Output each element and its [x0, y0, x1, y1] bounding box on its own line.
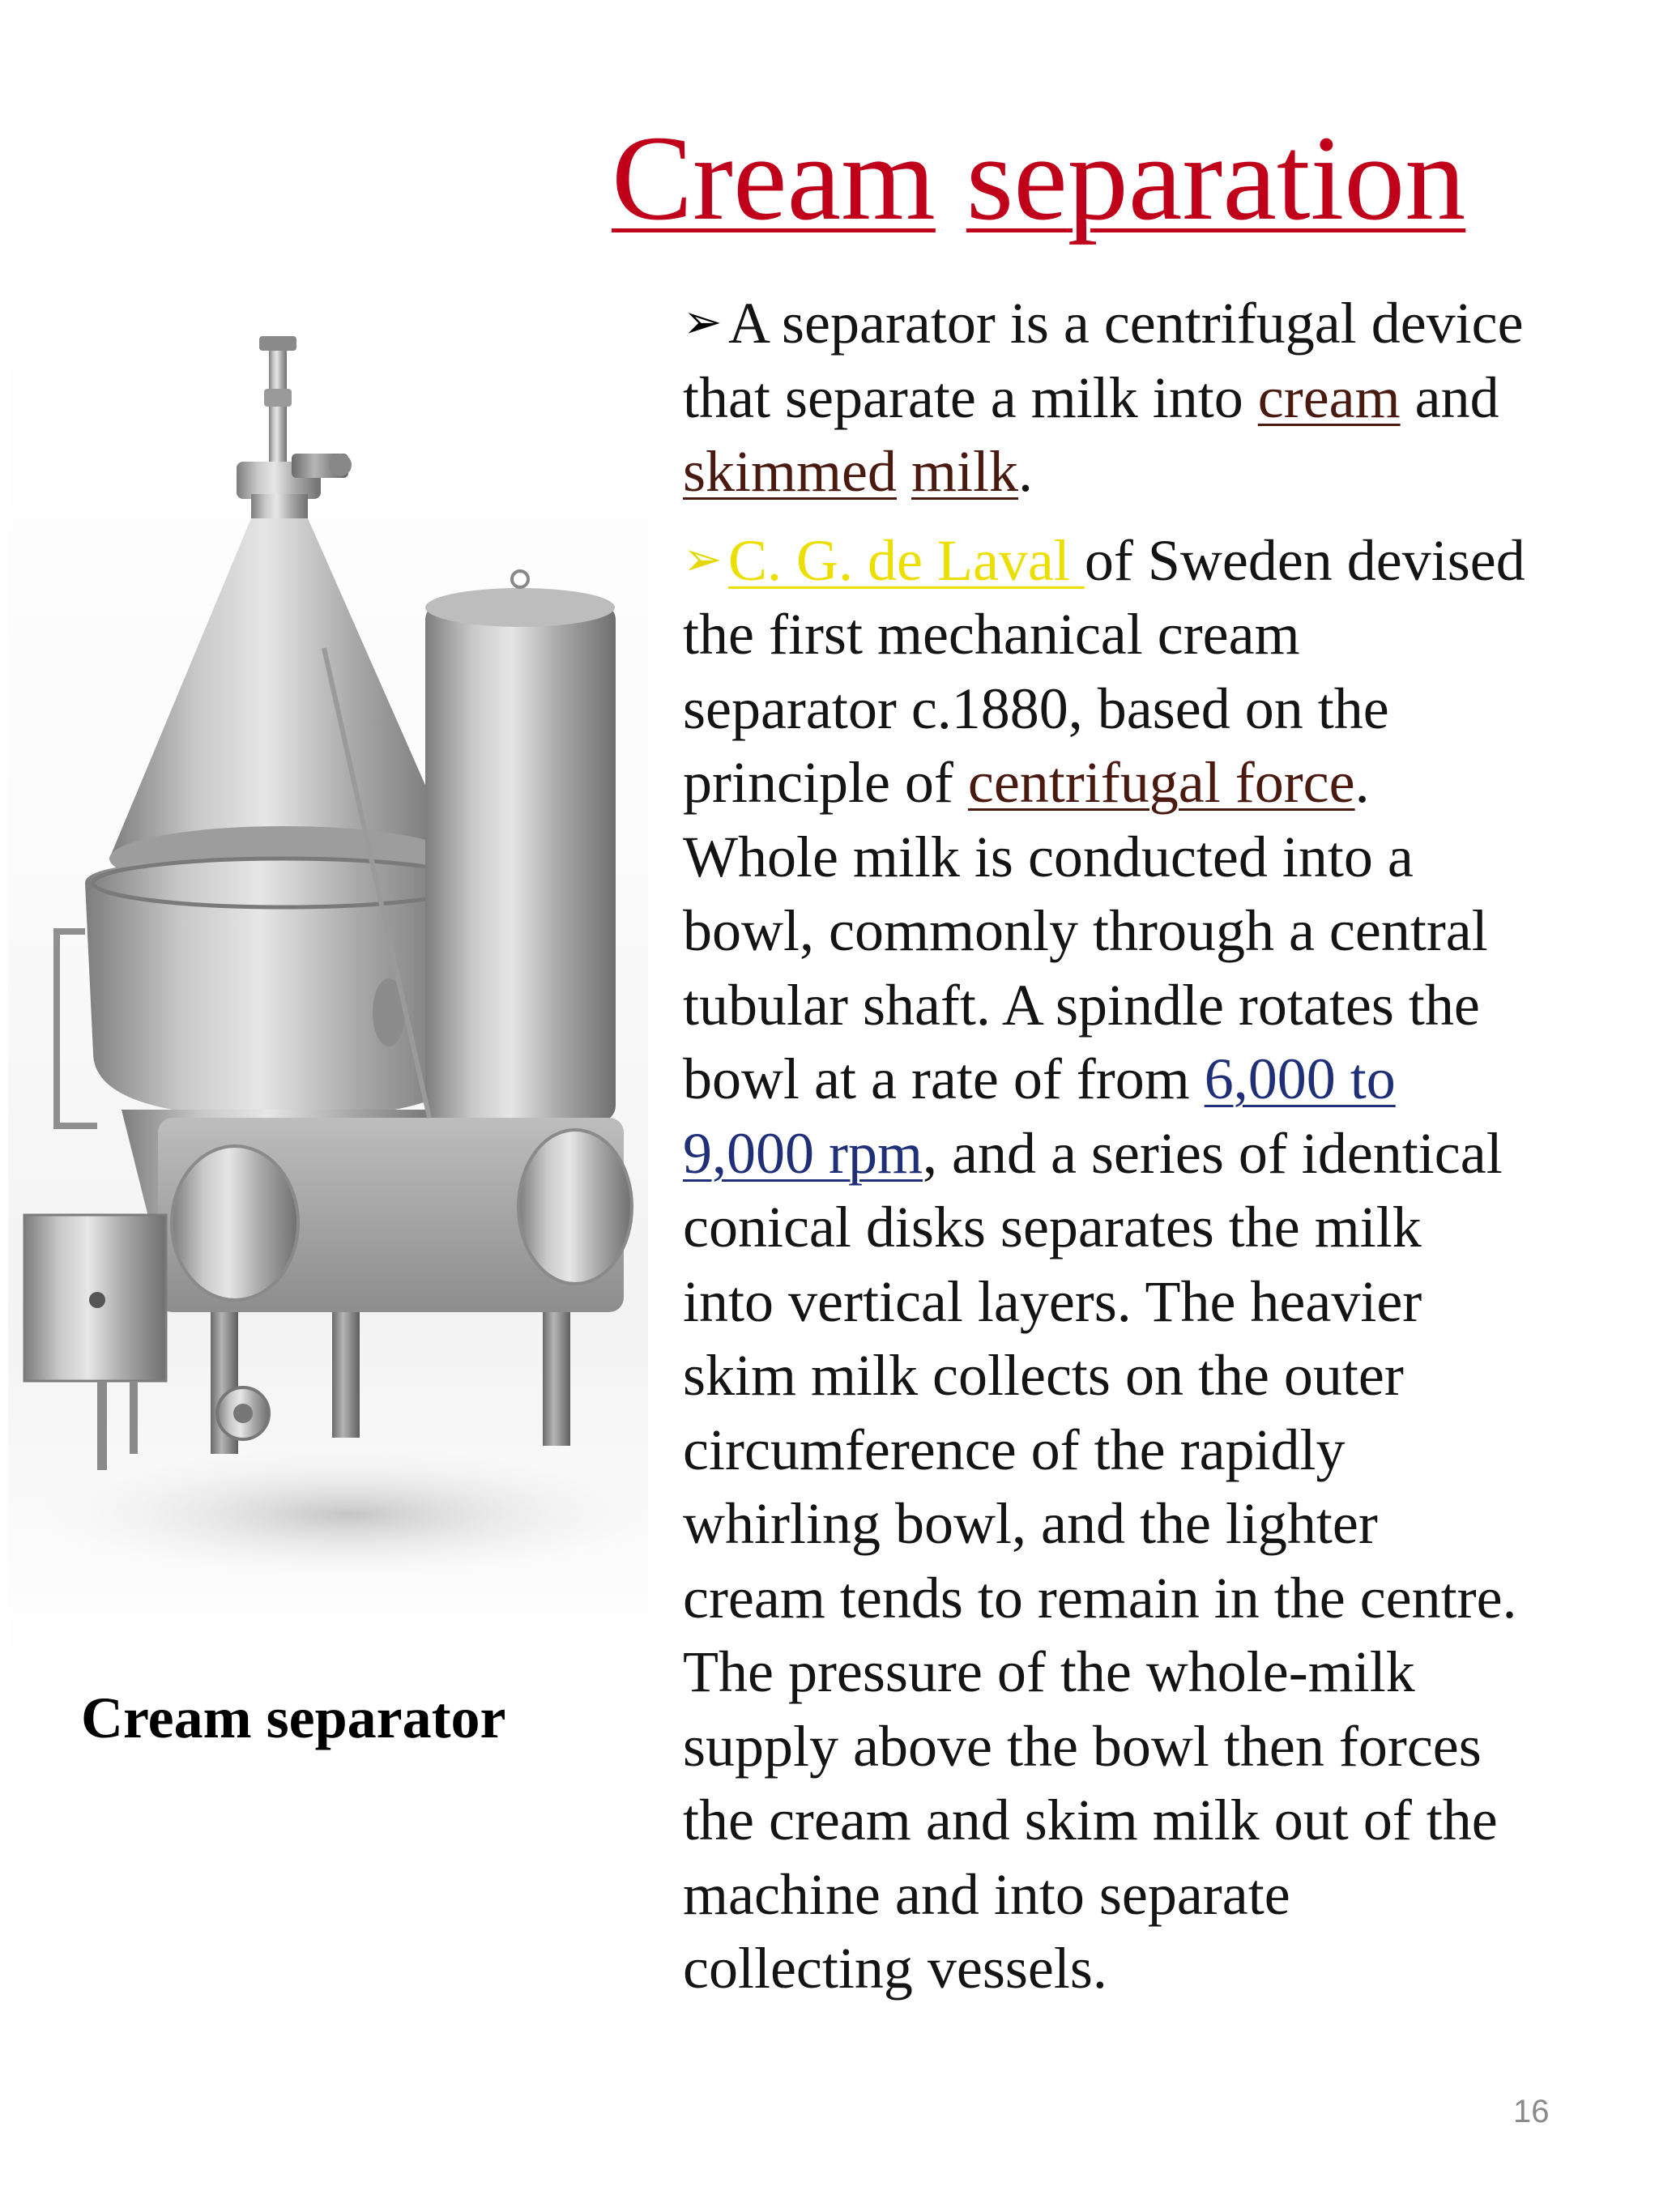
arrowhead-bullet-icon: ➢	[683, 532, 723, 586]
bullet-1-text-space	[897, 439, 911, 504]
image-caption: Cream separator	[81, 1686, 506, 1750]
bullet-2	[683, 522, 1525, 2006]
link-rpm[interactable]: 6,000 to 9,000 rpm	[683, 1046, 1396, 1186]
title-word-separation: separation	[966, 111, 1466, 245]
link-centrifugal-force[interactable]: centrifugal force	[967, 750, 1355, 815]
link-de-laval[interactable]: C. G. de Laval	[728, 527, 1085, 593]
link-skimmed[interactable]: skimmed	[683, 439, 897, 504]
cream-separator-photo	[8, 300, 648, 1660]
link-cream[interactable]: cream	[1257, 364, 1401, 430]
cream-separator-illustration	[8, 300, 648, 1660]
slide-title	[612, 105, 1465, 251]
link-milk[interactable]: milk	[911, 439, 1019, 504]
page-number: 16	[1513, 2094, 1550, 2129]
bullet-2-text-b: . Whole milk is conducted into a bowl, commonly through a central tubular shaft. A spindle rotates the bowl at a rate of from	[683, 750, 1488, 1111]
bullet-1-text-a: A separator is a centrifugal device that separate a milk into	[683, 291, 1524, 430]
bullet-2-text-a: of Sweden devised the first mechanical cream separator c.1880, based on the principle of	[683, 527, 1525, 815]
body-text	[683, 285, 1525, 2006]
bullet-2-text-c: , and a series of identical conical disks separates the milk into vertical layers. The heavier skim milk collects on the outer circumference of the rapidly whirling bowl, and the lighter cream tends to remain in the centre. The pressure of the whole-milk supply above the bowl then forces the cream and skim milk out of the machine and into separate collecting vessels.	[683, 1120, 1517, 2001]
arrowhead-bullet-icon: ➢	[683, 296, 723, 348]
bullet-1	[683, 285, 1525, 509]
bullet-1-text-and: and	[1400, 364, 1499, 430]
title-word-cream: Cream	[612, 111, 936, 245]
bullet-1-text-end: .	[1018, 439, 1034, 504]
